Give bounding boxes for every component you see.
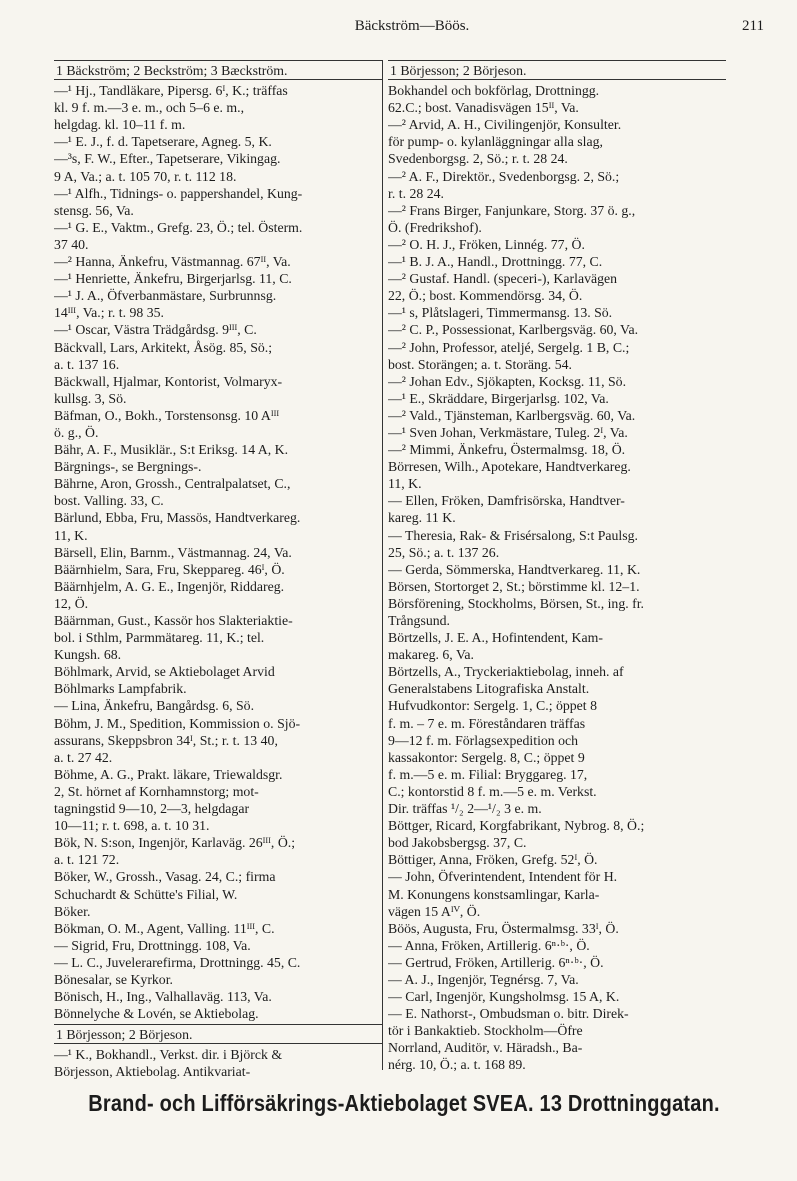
directory-entry: —² Frans Birger, Fanjunkare, Storg. 37 ö. g., (388, 202, 636, 218)
running-head: Bäckström—Böös. (354, 18, 470, 34)
column-heading: 1 Börjesson; 2 Börjeson. (54, 1024, 382, 1044)
directory-entry: Böttiger, Anna, Fröken, Grefg. 52ᴵ, Ö. (388, 852, 598, 868)
directory-entry: —¹ Oscar, Västra Trädgårdsg. 9ᴵᴵᴵ, C. (54, 322, 257, 338)
directory-entry: Böhlmark, Arvid, se Aktiebolaget Arvid (54, 664, 275, 680)
directory-entry: —² Gustaf. Handl. (speceri-), Karlavägen (388, 271, 618, 287)
directory-entry: —² John, Professor, ateljé, Sergelg. 1 B, C.; (388, 339, 630, 355)
directory-entry: stensg. 56, Va. (54, 202, 134, 218)
directory-entry: —¹ Sven Johan, Verkmästare, Tuleg. 2ᴵ, Va. (388, 424, 628, 440)
directory-entry: Schuchardt & Schütte's Filial, W. (54, 886, 238, 902)
directory-entry: för pump- o. kylanläggningar alla slag, (388, 134, 603, 150)
directory-entry: Bäfman, O., Bokh., Torstensonsg. 10 Aᴵᴵᴵ (54, 407, 280, 423)
directory-entry: — John, Öfverintendent, Intendent för H. (388, 869, 618, 885)
directory-entry: M. Konungens konstsamlingar, Karla- (388, 886, 600, 902)
directory-entry: Bönnelyche & Lovén, se Aktiebolag. (54, 1006, 259, 1022)
directory-entry: Bäärnhielm, Sara, Fru, Skeppareg. 46ᴵ, Ö. (54, 561, 285, 577)
directory-entry: Böös, Augusta, Fru, Östermalmsg. 33ᴵ, Ö. (388, 920, 619, 936)
directory-entry: — Ellen, Fröken, Damfrisörska, Handtver- (388, 493, 625, 509)
directory-entry: — Theresia, Rak- & Frisérsalong, S:t Paulsg. (388, 527, 638, 543)
directory-entry: Böttger, Ricard, Korgfabrikant, Nybrog. 8, Ö.; (388, 818, 645, 834)
directory-entry: — Gertrud, Fröken, Artillerig. 6ⁿ·ᵇ·, Ö. (388, 954, 604, 970)
directory-entry: — Gerda, Sömmerska, Handtverkareg. 11, K. (388, 561, 641, 577)
directory-entry: —¹ K., Bokhandl., Verkst. dir. i Björck & (54, 1047, 283, 1063)
directory-entry: Böhlmarks Lampfabrik. (54, 681, 187, 697)
directory-entry: Svedenborgsg. 2, Sö.; r. t. 28 24. (388, 151, 568, 167)
directory-entry: Börsförening, Stockholms, Börsen, St., ing. fr. (388, 595, 645, 611)
directory-entry: —³s, F. W., Efter., Tapetserare, Vikingag. (54, 151, 281, 167)
directory-entry: —² O. H. J., Fröken, Linnég. 77, Ö. (388, 236, 585, 252)
directory-entry: Börtzells, A., Tryckeriaktiebolag, inneh. af (388, 664, 624, 680)
directory-entry: —² Hanna, Änkefru, Västmannag. 67ᴵᴵ, Va. (54, 254, 291, 270)
directory-entry: —² Vald., Tjänsteman, Karlbergsväg. 60, Va. (388, 407, 636, 423)
directory-entry: Börresen, Wilh., Apotekare, Handtverkareg. (388, 459, 631, 475)
left-column (54, 60, 382, 1081)
directory-entry: —¹ E. J., f. d. Tapetserare, Agneg. 5, K. (54, 134, 272, 150)
directory-entry: Dir. träffas ¹/₂ 2—¹/₂ 3 e. m. (388, 801, 542, 817)
directory-entry: — A. J., Ingenjör, Tegnérsg. 7, Va. (388, 971, 579, 987)
directory-entry: 12, Ö. (54, 595, 89, 611)
right-column (388, 60, 726, 1074)
directory-entry: 22, Ö.; bost. Kommendörsg. 34, Ö. (388, 288, 583, 304)
directory-entry: 2, St. hörnet af Kornhamnstorg; mot- (54, 783, 259, 799)
directory-entry: f. m.—5 e. m. Filial: Bryggareg. 17, (388, 766, 588, 782)
directory-entry: bost. Storängen; a. t. Storäng. 54. (388, 356, 572, 372)
directory-entry: —¹ Henriette, Änkefru, Birgerjarlsg. 11, C. (54, 271, 292, 287)
directory-entry: Bähr, A. F., Musiklär., S:t Eriksg. 14 A, K. (54, 442, 289, 458)
directory-entry: Trångsund. (388, 613, 450, 628)
directory-entry: — Lina, Änkefru, Bangårdsg. 6, Sö. (54, 698, 255, 714)
page-number: 211 (742, 18, 764, 34)
directory-entry: 62.C.; bost. Vanadisvägen 15ᴵᴵ, Va. (388, 100, 579, 116)
directory-entry: assurans, Skeppsbron 34ᴵ, St.; r. t. 13 40, (54, 732, 278, 748)
directory-entry: Ö. (Fredrikshof). (388, 219, 482, 235)
directory-entry: Hufvudkontor: Sergelg. 1, C.; öppet 8 (388, 698, 597, 714)
directory-entry: f. m. – 7 e. m. Föreståndaren träffas (388, 715, 586, 731)
directory-entry: —² A. F., Direktör., Svedenborgsg. 2, Sö.; (388, 168, 620, 184)
directory-entry: r. t. 28 24. (388, 185, 444, 201)
directory-entry: Bäärnman, Gust., Kassör hos Slakteriaktie- (54, 613, 293, 628)
directory-entry: —¹ G. E., Vaktm., Grefg. 23, Ö.; tel. Österm. (54, 219, 303, 235)
directory-entry: tagningstid 9—10, 2—3, helgdagar (54, 801, 250, 817)
column-heading: 1 Bäckström; 2 Beckström; 3 Bæckström. (54, 60, 382, 80)
directory-entry: —¹ B. J. A., Handl., Drottningg. 77, C. (388, 254, 603, 270)
directory-entry: kassakontor: Sergelg. 8, C.; öppet 9 (388, 749, 585, 765)
directory-entry: bod Jakobsbergsg. 37, C. (388, 835, 527, 851)
directory-entry: —¹ E., Skräddare, Birgerjarlsg. 102, Va. (388, 390, 609, 406)
directory-entry: Bärgnings-, se Bergnings-. (54, 459, 202, 475)
directory-entry: C.; kontorstid 8 f. m.—5 e. m. Verkst. (388, 783, 597, 799)
directory-entry: kullsg. 3, Sö. (54, 390, 127, 406)
directory-entry: ö. g., Ö. (54, 424, 99, 440)
column-divider (382, 60, 383, 1070)
directory-entry: Bährne, Aron, Grossh., Centralpalatset, C., (54, 476, 291, 492)
directory-entry: vägen 15 Aᴵⱽ, Ö. (388, 903, 481, 919)
directory-entry: kareg. 11 K. (388, 510, 456, 526)
directory-entry: 37 40. (54, 236, 89, 252)
directory-entry: Bök, N. S:son, Ingenjör, Karlaväg. 26ᴵᴵᴵ, Ö.; (54, 835, 296, 851)
directory-entry: bost. Valling. 33, C. (54, 493, 164, 509)
left-entries (54, 82, 382, 1022)
page-header (54, 14, 770, 40)
directory-entry: 25, Sö.; a. t. 137 26. (388, 544, 500, 560)
directory-entry: helgdag. kl. 10–11 f. m. (54, 117, 186, 133)
directory-entry: Börjesson, Aktiebolag. Antikvariat- (54, 1064, 251, 1080)
directory-entry: Bärsell, Elin, Barnm., Västmannag. 24, Va. (54, 544, 292, 560)
footer-advertisement: Brand- och Lifförsäkrings-Aktiebolaget SVEA. 13 Drottninggatan. (88, 1091, 720, 1117)
directory-entry: — Sigrid, Fru, Drottningg. 108, Va. (54, 937, 251, 953)
directory-entry: Bäärnhjelm, A. G. E., Ingenjör, Riddareg. (54, 578, 285, 594)
directory-entry: —² Johan Edv., Sjökapten, Kocksg. 11, Sö. (388, 373, 627, 389)
directory-entry: kl. 9 f. m.—3 e. m., och 5–6 e. m., (54, 100, 245, 116)
directory-entry: Börsen, Stortorget 2, St.; börstimme kl. 12–1. (388, 578, 640, 594)
directory-entry: Böhm, J. M., Spedition, Kommission o. Sjö- (54, 715, 301, 731)
directory-entry: Bönisch, H., Ing., Valhallaväg. 113, Va. (54, 989, 272, 1005)
directory-entry: Bäckvall, Lars, Arkitekt, Åsög. 85, Sö.; (54, 339, 273, 355)
directory-entry: Bönesalar, se Kyrkor. (54, 971, 173, 987)
directory-entry: Böker, W., Grossh., Vasag. 24, C.; firma (54, 869, 276, 885)
directory-entry: Kungsh. 68. (54, 647, 122, 663)
directory-entry: Börtzells, J. E. A., Hofintendent, Kam- (388, 630, 603, 646)
directory-entry: — E. Nathorst-, Ombudsman o. bitr. Direk- (388, 1006, 629, 1022)
directory-entry: —² C. P., Possessionat, Karlbergsväg. 60, Va. (388, 322, 639, 338)
right-entries (388, 82, 726, 1073)
directory-entry: —¹ Hj., Tandläkare, Pipersg. 6ᴵ, K.; träffas (54, 83, 288, 99)
directory-entry: 9 A, Va.; a. t. 105 70, r. t. 112 18. (54, 168, 237, 184)
directory-entry: — Anna, Fröken, Artillerig. 6ⁿ·ᵇ·, Ö. (388, 937, 590, 953)
directory-entry: Bökman, O. M., Agent, Valling. 11ᴵᴵᴵ, C. (54, 920, 275, 936)
column-heading: 1 Börjesson; 2 Börjeson. (388, 60, 726, 80)
directory-entry: a. t. 27 42. (54, 749, 113, 765)
directory-entry: 11, K. (54, 527, 88, 543)
directory-entry: —² Mimmi, Änkefru, Östermalmsg. 18, Ö. (388, 442, 626, 458)
left-entries-continued (54, 1046, 382, 1080)
directory-entry: — Carl, Ingenjör, Kungsholmsg. 15 A, K. (388, 989, 620, 1005)
directory-entry: a. t. 121 72. (54, 852, 120, 868)
directory-entry: makareg. 6, Va. (388, 647, 474, 663)
directory-entry: —¹ J. A., Öfverbanmästare, Surbrunnsg. (54, 288, 277, 304)
directory-entry: 14ᴵᴵᴵ, Va.; r. t. 98 35. (54, 305, 164, 321)
directory-entry: Bokhandel och bokförlag, Drottningg. (388, 83, 600, 99)
directory-entry: Bärlund, Ebba, Fru, Massös, Handtverkareg. (54, 510, 301, 526)
directory-entry: tör i Bankaktieb. Stockholm—Öfre (388, 1023, 583, 1039)
directory-entry: 9—12 f. m. Förlagsexpedition och (388, 732, 579, 748)
directory-entry: Böhme, A. G., Prakt. läkare, Triewaldsgr. (54, 766, 283, 782)
directory-entry: Generalstabens Litografiska Anstalt. (388, 681, 590, 697)
directory-entry: 11, K. (388, 476, 422, 492)
directory-entry: Bäckwall, Hjalmar, Kontorist, Volmaryx- (54, 373, 283, 389)
directory-entry: Norrland, Auditör, v. Häradsh., Ba- (388, 1040, 583, 1056)
directory-entry: — L. C., Juvelerarefirma, Drottningg. 45, C. (54, 954, 301, 970)
directory-entry: Böker. (54, 903, 91, 919)
directory-entry: —² Arvid, A. H., Civilingenjör, Konsulter. (388, 117, 622, 133)
directory-entry: —¹ Alfh., Tidnings- o. pappershandel, Kung- (54, 185, 303, 201)
directory-entry: a. t. 137 16. (54, 356, 120, 372)
directory-entry: bol. i Sthlm, Parmmätareg. 11, K.; tel. (54, 630, 265, 646)
directory-entry: —¹ s, Plåtslageri, Timmermansg. 13. Sö. (388, 305, 613, 321)
directory-entry: nérg. 10, Ö.; a. t. 168 89. (388, 1057, 526, 1073)
directory-entry: 10—11; r. t. 698, a. t. 10 31. (54, 818, 210, 834)
